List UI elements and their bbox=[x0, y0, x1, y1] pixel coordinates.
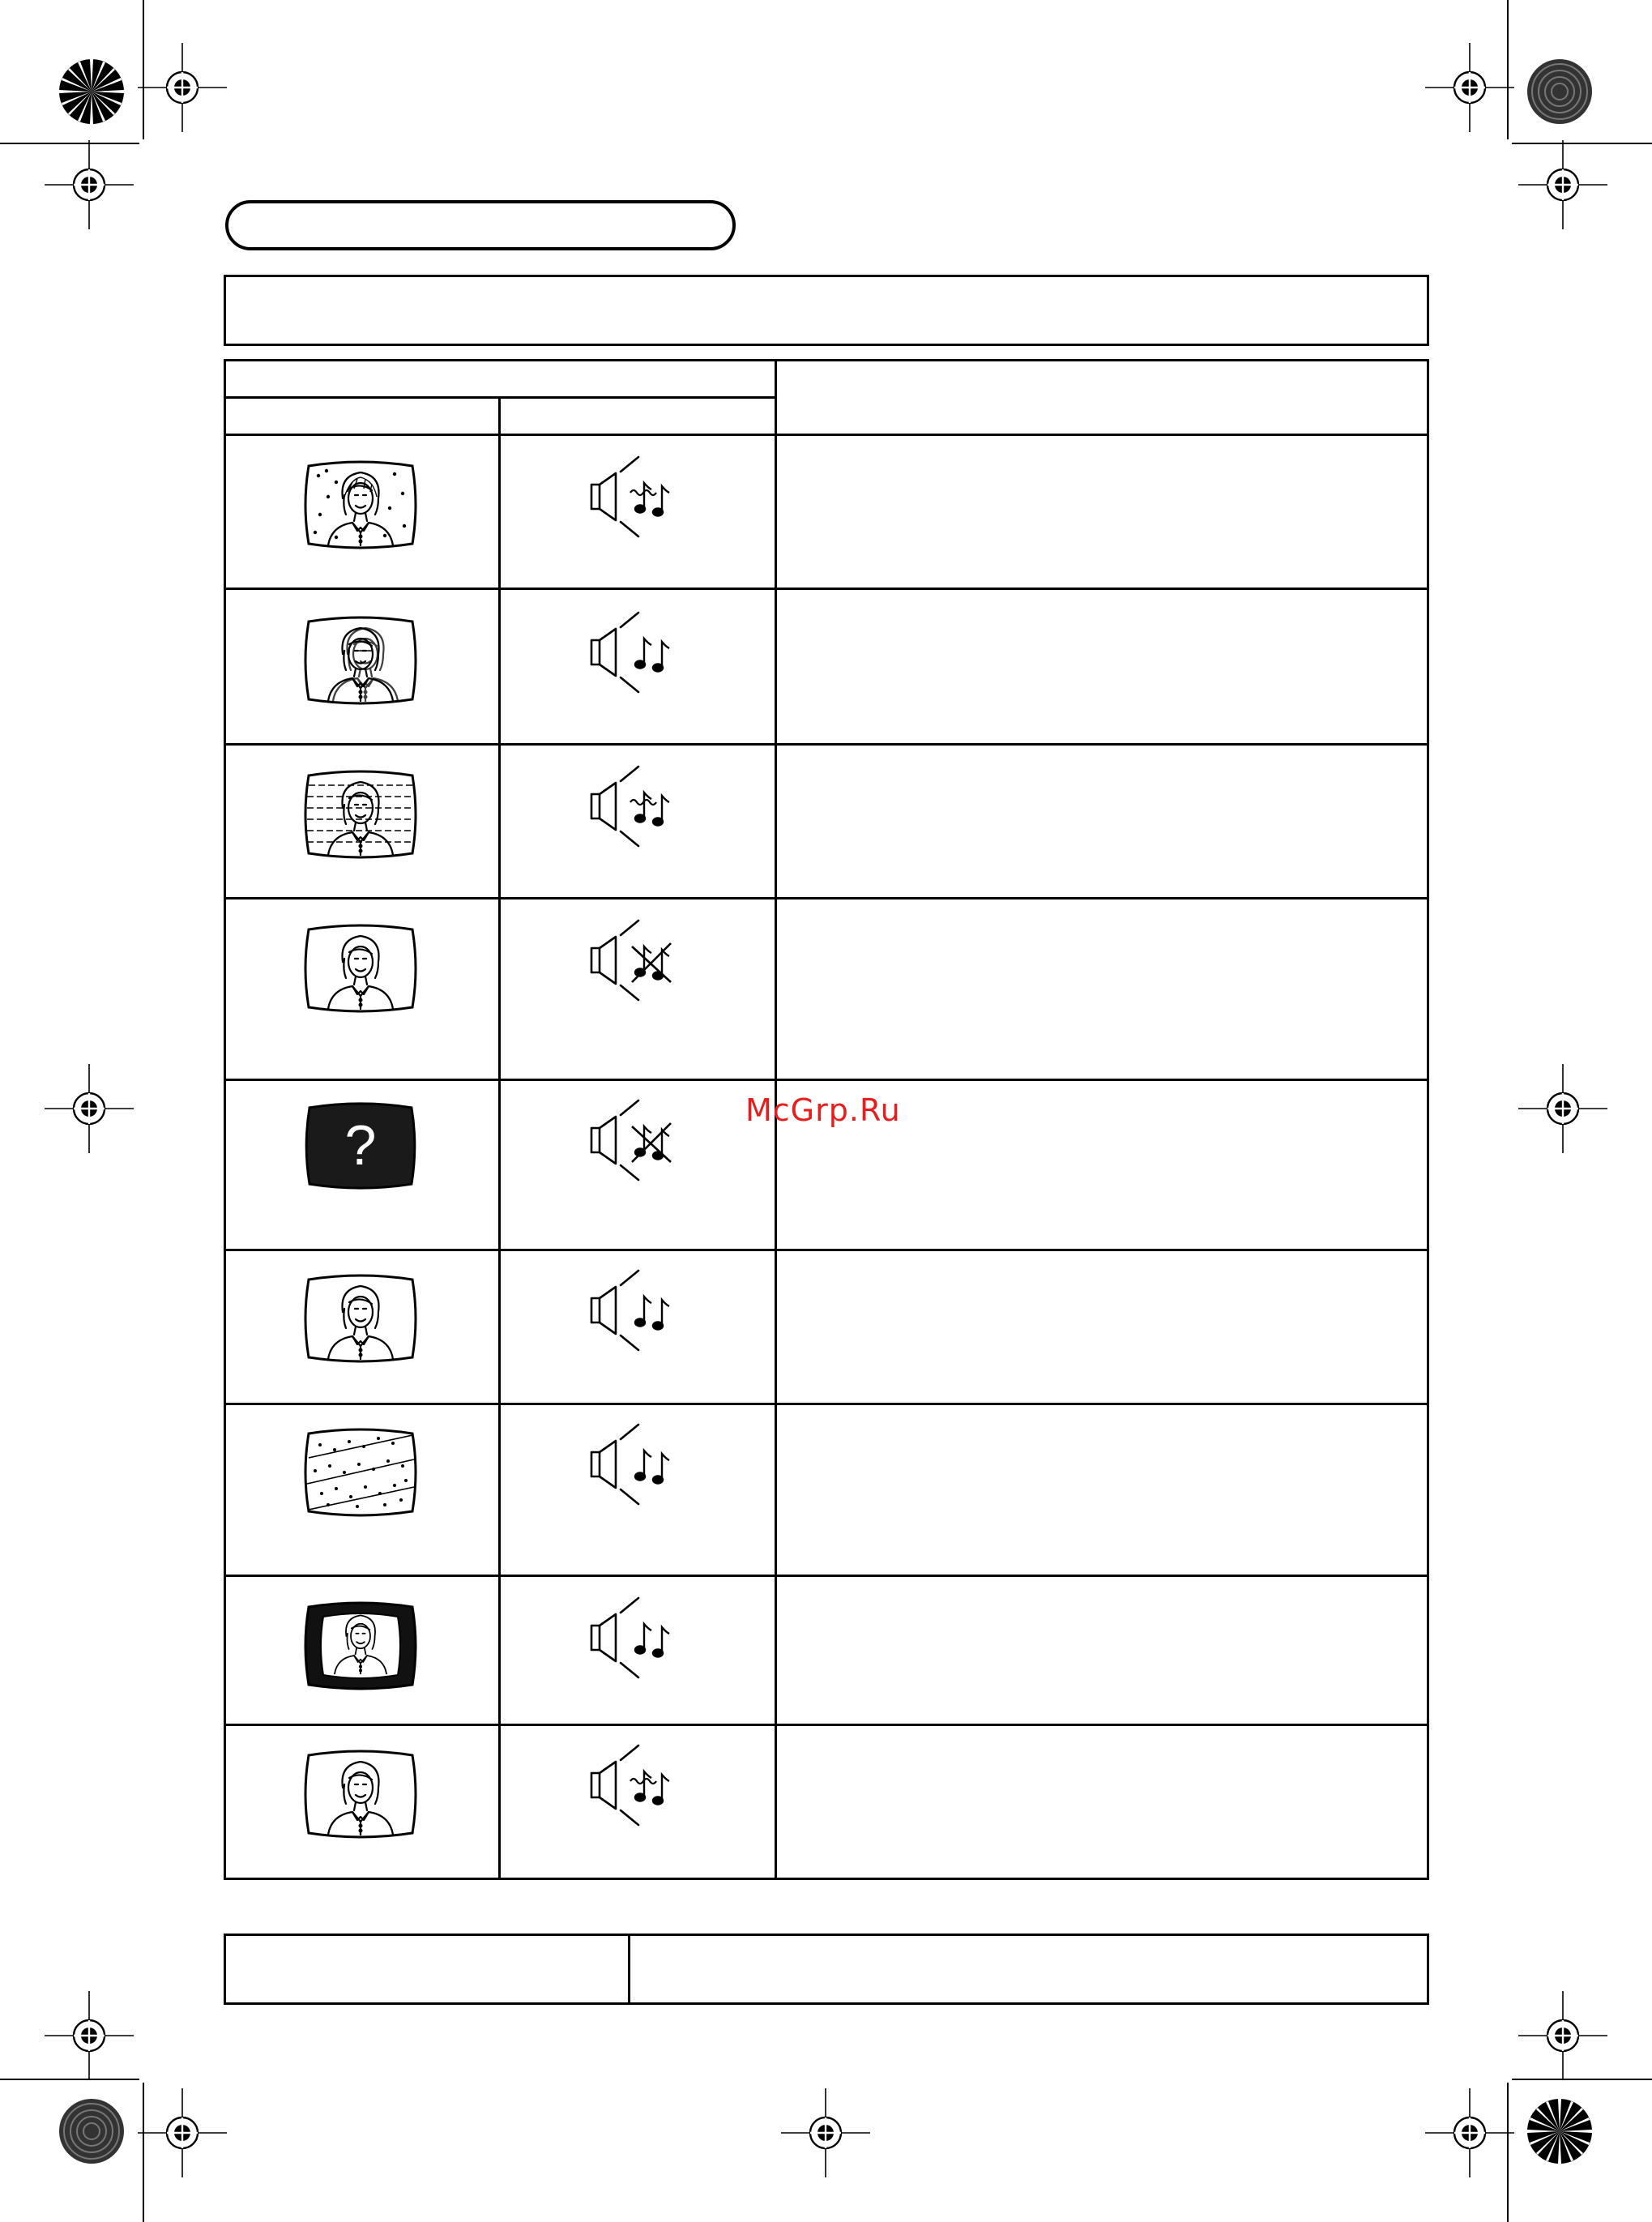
speaker-noisy-sound-icon bbox=[590, 763, 687, 852]
radial-star-target-icon bbox=[59, 59, 124, 124]
registration-crosshair-icon bbox=[138, 2088, 227, 2177]
radial-star-target-icon bbox=[1527, 2099, 1592, 2164]
tv-normal-picture-icon bbox=[302, 1268, 419, 1369]
tv-no-picture-question-icon bbox=[302, 1098, 419, 1194]
registration-crosshair-icon bbox=[1518, 140, 1607, 229]
speaker-noisy-sound-icon bbox=[590, 1742, 687, 1831]
speaker-sound-icon bbox=[590, 1267, 687, 1357]
registration-crosshair-icon bbox=[45, 1991, 134, 2080]
row-divider bbox=[224, 1249, 1429, 1251]
tv-dark-border-icon bbox=[302, 1596, 419, 1696]
speaker-sound-icon bbox=[590, 1421, 687, 1511]
speaker-no-sound-icon bbox=[590, 917, 687, 1006]
registration-crosshair-icon bbox=[781, 2088, 870, 2177]
row-divider bbox=[224, 1575, 1429, 1577]
footer-divider bbox=[628, 1934, 630, 2005]
header-box bbox=[224, 275, 1429, 346]
speaker-sound-icon bbox=[590, 609, 687, 699]
row-divider bbox=[224, 588, 1429, 590]
registration-crosshair-icon bbox=[1518, 1064, 1607, 1153]
column-divider bbox=[498, 396, 501, 1880]
speaker-noisy-sound-icon bbox=[590, 454, 687, 543]
row-divider bbox=[224, 1079, 1429, 1081]
registration-crosshair-icon bbox=[1425, 2088, 1514, 2177]
header-row-bottom bbox=[224, 434, 1429, 436]
registration-crosshair-icon bbox=[45, 1064, 134, 1153]
registration-crosshair-icon bbox=[1425, 43, 1514, 132]
footer-box bbox=[224, 1934, 1429, 2005]
speaker-no-sound-icon bbox=[590, 1097, 687, 1186]
registration-crosshair-icon bbox=[45, 140, 134, 229]
registration-crosshair-icon bbox=[1518, 1991, 1607, 2080]
concentric-circle-target-icon bbox=[59, 2099, 124, 2164]
registration-crosshair-icon bbox=[138, 43, 227, 132]
watermark-text: McGrp.Ru bbox=[745, 1092, 901, 1128]
tv-normal-picture-icon bbox=[302, 1744, 419, 1844]
section-title-pill bbox=[225, 200, 736, 250]
tv-interference-lines-icon bbox=[302, 764, 419, 865]
row-divider bbox=[224, 1724, 1429, 1726]
tv-diagonal-noise-icon bbox=[302, 1422, 419, 1523]
tv-normal-picture-icon bbox=[302, 918, 419, 1019]
concentric-circle-target-icon bbox=[1527, 59, 1592, 124]
row-divider bbox=[224, 743, 1429, 746]
tv-ghost-image-icon bbox=[302, 610, 419, 711]
speaker-sound-icon bbox=[590, 1595, 687, 1684]
row-divider bbox=[224, 897, 1429, 899]
row-divider bbox=[224, 1403, 1429, 1405]
question-mark-text: ? bbox=[344, 1113, 377, 1177]
tv-snow-dots-icon bbox=[302, 455, 419, 555]
